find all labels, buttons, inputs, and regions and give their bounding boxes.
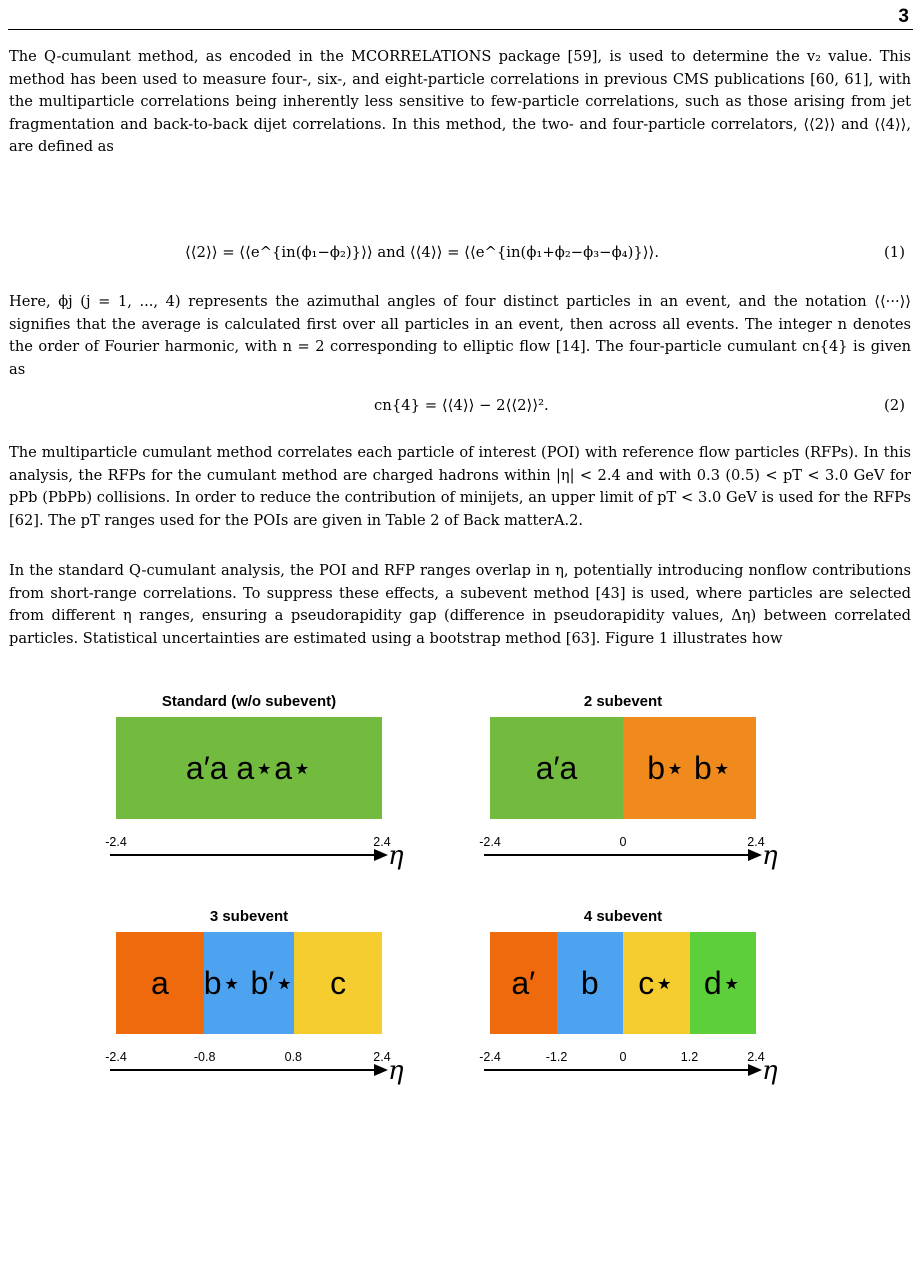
axis-tick-label: -2.4 [105,1050,127,1064]
equation-1-number: (1) [884,244,905,261]
axis-line [484,854,752,856]
equation-2-number: (2) [884,397,905,414]
subevent-segment: c [294,932,382,1034]
axis-label-eta: η [388,1056,404,1086]
axis-line [484,1069,752,1071]
axis-line [110,854,378,856]
eta-range-bar [490,932,756,1034]
axis-tick-label: 2.4 [747,835,765,849]
eta-axis [105,821,404,871]
subevent-segment: a [116,932,204,1034]
equation-1-body: ⟨⟨2⟩⟩ = ⟨⟨e^{in(ϕ₁−ϕ₂)}⟩⟩ and ⟨⟨4⟩⟩ = ⟨⟨e^{in(ϕ₁+ϕ₂−ϕ₃−ϕ₄)}⟩⟩. [185,244,660,261]
eta-range-bar [490,717,756,819]
axis-tick-label: -1.2 [545,1050,568,1064]
paragraph-q-cumulant: The Q-cumulant method, as encoded in the MCORRELATIONS package [59], is used to determine the v₂ value. This method has been used to measure four-, six-, and eight-particle correlations in previous CMS publications [60, 61], with the multiparticle correlations being inherently less sensitive to few-particle correlations, such as those arising from jet fragmentation and back-to-back dijet correlations. In this method, the two- and four-particle correlators, ⟨⟨2⟩⟩ and ⟨⟨4⟩⟩, are defined as [9,48,911,155]
subevent-segment: c⋆ [623,932,690,1034]
paragraph-multiparticle: The multiparticle cumulant method correlates each particle of interest (POI) with reference flow particles (RFPs). In this analysis, the RFPs for the cumulant method are charged hadrons within |η| < 2.4 and with 0.3 (0.5) < pT < 3.0 GeV for pPb (PbPb) collisions. In order to reduce the contribution of minijets, an upper limit of pT < 3.0 GeV is used for the RFPs [62]. The pT ranges used for the POIs are given in Table 2 of Back matterA.2. [9,444,911,529]
subevent-segment: d⋆ [690,932,757,1034]
axis-label-eta: η [762,1056,778,1086]
axis-tick-label: -2.4 [105,835,127,849]
equation-1 [9,244,911,268]
arrow-icon [374,1064,388,1076]
axis-tick-label: 0 [619,1050,627,1064]
eta-axis [479,1036,778,1086]
axis-label-eta: η [388,841,404,871]
panel-title: 2 subevent [583,693,663,710]
subevent-segment: b⋆ b⋆ [623,717,756,819]
subevent-segment: a′a a⋆a⋆ [116,717,382,819]
axis-tick-label: 0.8 [284,1050,303,1064]
axis-line [110,1069,378,1071]
eta-range-bar [116,717,382,819]
arrow-icon [748,849,762,861]
axis-label-eta: η [762,841,778,871]
eta-axis [479,821,778,871]
subevent-segment: a′a [490,717,623,819]
axis-tick-label: 1.2 [680,1050,699,1064]
axis-tick-label: -0.8 [193,1050,216,1064]
panel-title: 4 subevent [583,908,663,925]
paragraph-notation: Here, ϕj (j = 1, ..., 4) represents the azimuthal angles of four distinct particles in an event, and the notation ⟨⟨···⟩⟩ signifies that the average is calculated first over all particles in an event, then across all events. The integer n denotes the order of Fourier harmonic, with n = 2 corresponding to elliptic flow [14]. The four-particle cumulant cn{4} is given as [9,293,911,378]
axis-tick-label: 2.4 [373,1050,391,1064]
panel-title: Standard (w/o subevent) [161,693,337,710]
axis-tick-label: -2.4 [479,835,501,849]
equation-2-body: cn{4} = ⟨⟨4⟩⟩ − 2⟨⟨2⟩⟩². [374,397,549,414]
subevent-segment: a′ [490,932,557,1034]
arrow-icon [374,849,388,861]
axis-tick-label: 0 [619,835,627,849]
header-rule [8,29,913,30]
axis-tick-label: 2.4 [373,835,391,849]
eta-axis [105,1036,404,1086]
subevent-segment: b [557,932,624,1034]
axis-tick-label: -2.4 [479,1050,501,1064]
equation-2 [9,397,911,421]
subevent-segment: b⋆ b′⋆ [204,932,295,1034]
page-number: 3 [898,6,909,27]
arrow-icon [748,1064,762,1076]
axis-tick-label: 2.4 [747,1050,765,1064]
panel-title: 3 subevent [209,908,289,925]
eta-range-bar [116,932,382,1034]
paragraph-subevent: In the standard Q-cumulant analysis, the POI and RFP ranges overlap in η, potentially introducing nonflow contributions from short-range correlations. To suppress these effects, a subevent method [43] is used, where particles are selected from different η ranges, ensuring a pseudorapidity gap (difference in pseudorapidity values, Δη) between correlated particles. Statistical uncertainties are estimated using a bootstrap method [63]. Figure 1 illustrates how [9,562,911,647]
